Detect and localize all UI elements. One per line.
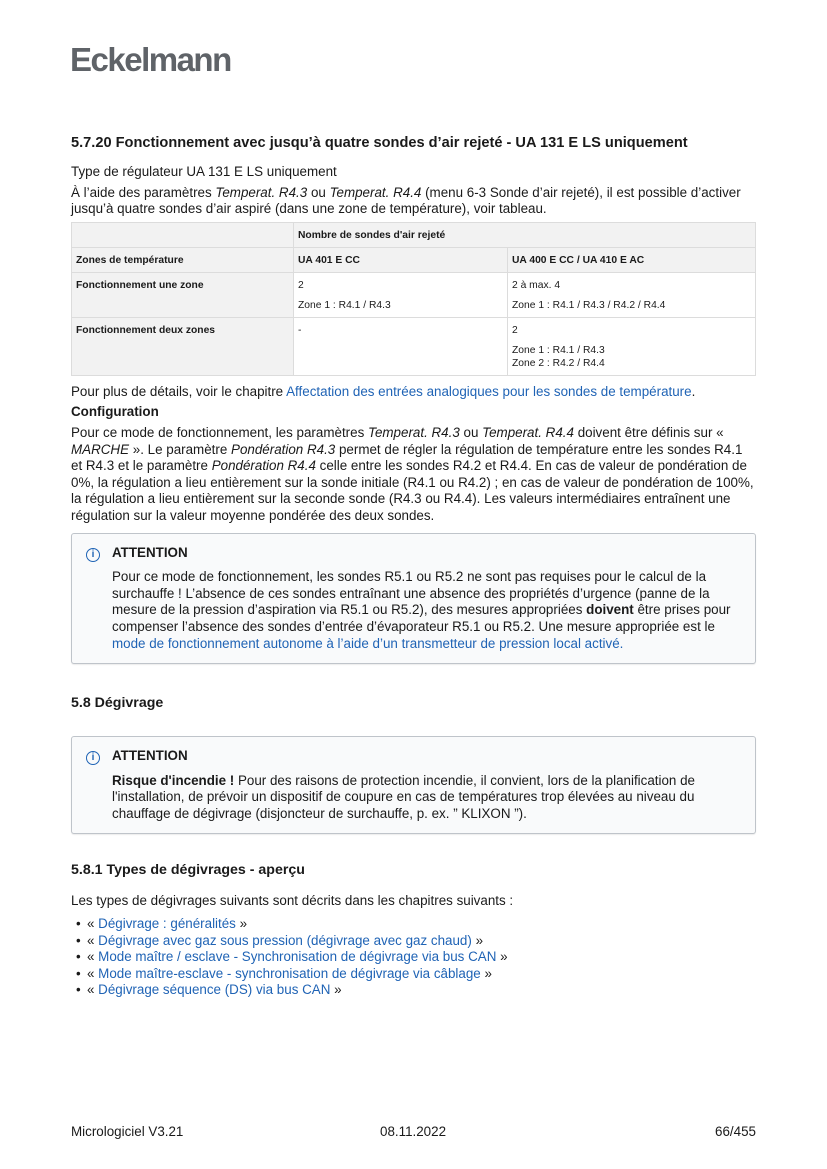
firmware-version: Micrologiciel V3.21 xyxy=(71,1124,184,1139)
page-number: 66/455 xyxy=(715,1124,756,1139)
eckelmann-logo: Eckelmann xyxy=(70,41,231,78)
info-icon: i xyxy=(86,751,100,765)
document-body xyxy=(71,134,756,999)
attention-note: i ATTENTION Pour ce mode de fonctionnement, les sondes R5.1 ou R5.2 ne sont pas requises pour le calcul de la surchauffe ! L’absence de ces sondes entraînant une absence des propriétés d’urgence (panne de la mesure de la pression d’aspiration via R5.1 ou R5.2), des mesures appropriées doivent être prises pour compenser l’absence des sondes d’entrée d’évaporateur R5.1 ou R5.2. Une mesure appropriée est le mode de fonctionnement autonome à l’aide d’un transmetteur de pression local activé. xyxy=(71,533,756,665)
autonomous-mode-link[interactable]: mode de fonctionnement autonome à l’aide d’un transmetteur de pression local activé. xyxy=(112,635,624,651)
table-row: Fonctionnement une zone 2 Zone 1 : R4.1 / R4.3 2 à max. 4 Zone 1 : R4.1 / R4.3 / R4.2 / R4.4 xyxy=(72,272,756,317)
configuration-paragraph: Pour ce mode de fonctionnement, les paramètres Temperat. R4.3 ou Temperat. R4.4 doivent être définis sur « MARCHE ». Le paramètre Pondération R4.3 permet de régler la régulation de température entre les sondes R4.1 et R4.3 et le paramètre Pondération R4.4 celle entre les sondes R4.2 et R4.4. En cas de valeur de pondération de 0%, la régulation a lieu entièrement sur la sonde initiale (R4.1 ou R4.2) ; en cas de valeur de pondération de 100%, la régulation a lieu entièrement sur la seconde sonde (R4.3 ou R4.4). Les valeurs intermédiaires entraînent une régulation sur la valeur moyenne pondérée des deux sondes. xyxy=(71,424,754,523)
section-title-5-7-20: 5.7.20 Fonctionnement avec jusqu’à quatre sondes d’air rejeté - UA 131 E LS uniquement xyxy=(71,135,688,151)
info-icon: i xyxy=(86,548,100,562)
details-paragraph: Pour plus de détails, voir le chapitre Affectation des entrées analogiques pour les sondes de température. xyxy=(71,383,696,399)
list-item: • « Mode maître / esclave - Synchronisation de dégivrage via bus CAN » xyxy=(87,949,756,966)
list-item: • « Dégivrage avec gaz sous pression (dégivrage avec gaz chaud) » xyxy=(87,933,756,950)
intro-paragraph: À l’aide des paramètres Temperat. R4.3 ou Temperat. R4.4 (menu 6-3 Sonde d’air rejeté), il est possible d’activer jusqu’à quatre sondes d’air aspiré (dans une zone de température), voir tableau. xyxy=(71,184,741,217)
footer-date: 08.11.2022 xyxy=(380,1124,447,1139)
list-item: • « Dégivrage : généralités » xyxy=(87,916,756,933)
table-header: UA 400 E CC / UA 410 E AC xyxy=(508,247,756,272)
defrost-intro: Les types de dégivrages suivants sont décrits dans les chapitres suivants : xyxy=(71,893,514,909)
analog-inputs-link[interactable]: Affectation des entrées analogiques pour les sondes de température xyxy=(286,383,692,399)
table-header: UA 401 E CC xyxy=(294,247,508,272)
sensor-table xyxy=(71,222,756,376)
section-title-5-8-1: 5.8.1 Types de dégivrages - aperçu xyxy=(71,862,305,879)
defrost-types-list xyxy=(71,916,756,999)
controller-type: Type de régulateur UA 131 E LS uniquement xyxy=(71,164,337,179)
configuration-heading: Configuration xyxy=(71,404,159,420)
section-title-5-8: 5.8 Dégivrage xyxy=(71,695,164,712)
table-row: Fonctionnement deux zones - 2 Zone 1 : R4.1 / R4.3 Zone 2 : R4.2 / R4.4 xyxy=(72,317,756,375)
list-item: • « Mode maître-esclave - synchronisation de dégivrage via câblage » xyxy=(87,966,756,983)
table-group-header: Nombre de sondes d'air rejeté xyxy=(294,222,756,247)
attention-note: i ATTENTION Risque d'incendie ! Pour des raisons de protection incendie, il convient, lors de la planification de l'installation, de prévoir un dispositif de coupure en cas de températures trop élevées au niveau du chauffage de dégivrage (disjoncteur de surchauffe, p. ex. ” KLIXON ”). xyxy=(71,736,756,834)
table-header: Zones de température xyxy=(72,247,294,272)
list-item: • « Dégivrage séquence (DS) via bus CAN » xyxy=(87,982,756,999)
